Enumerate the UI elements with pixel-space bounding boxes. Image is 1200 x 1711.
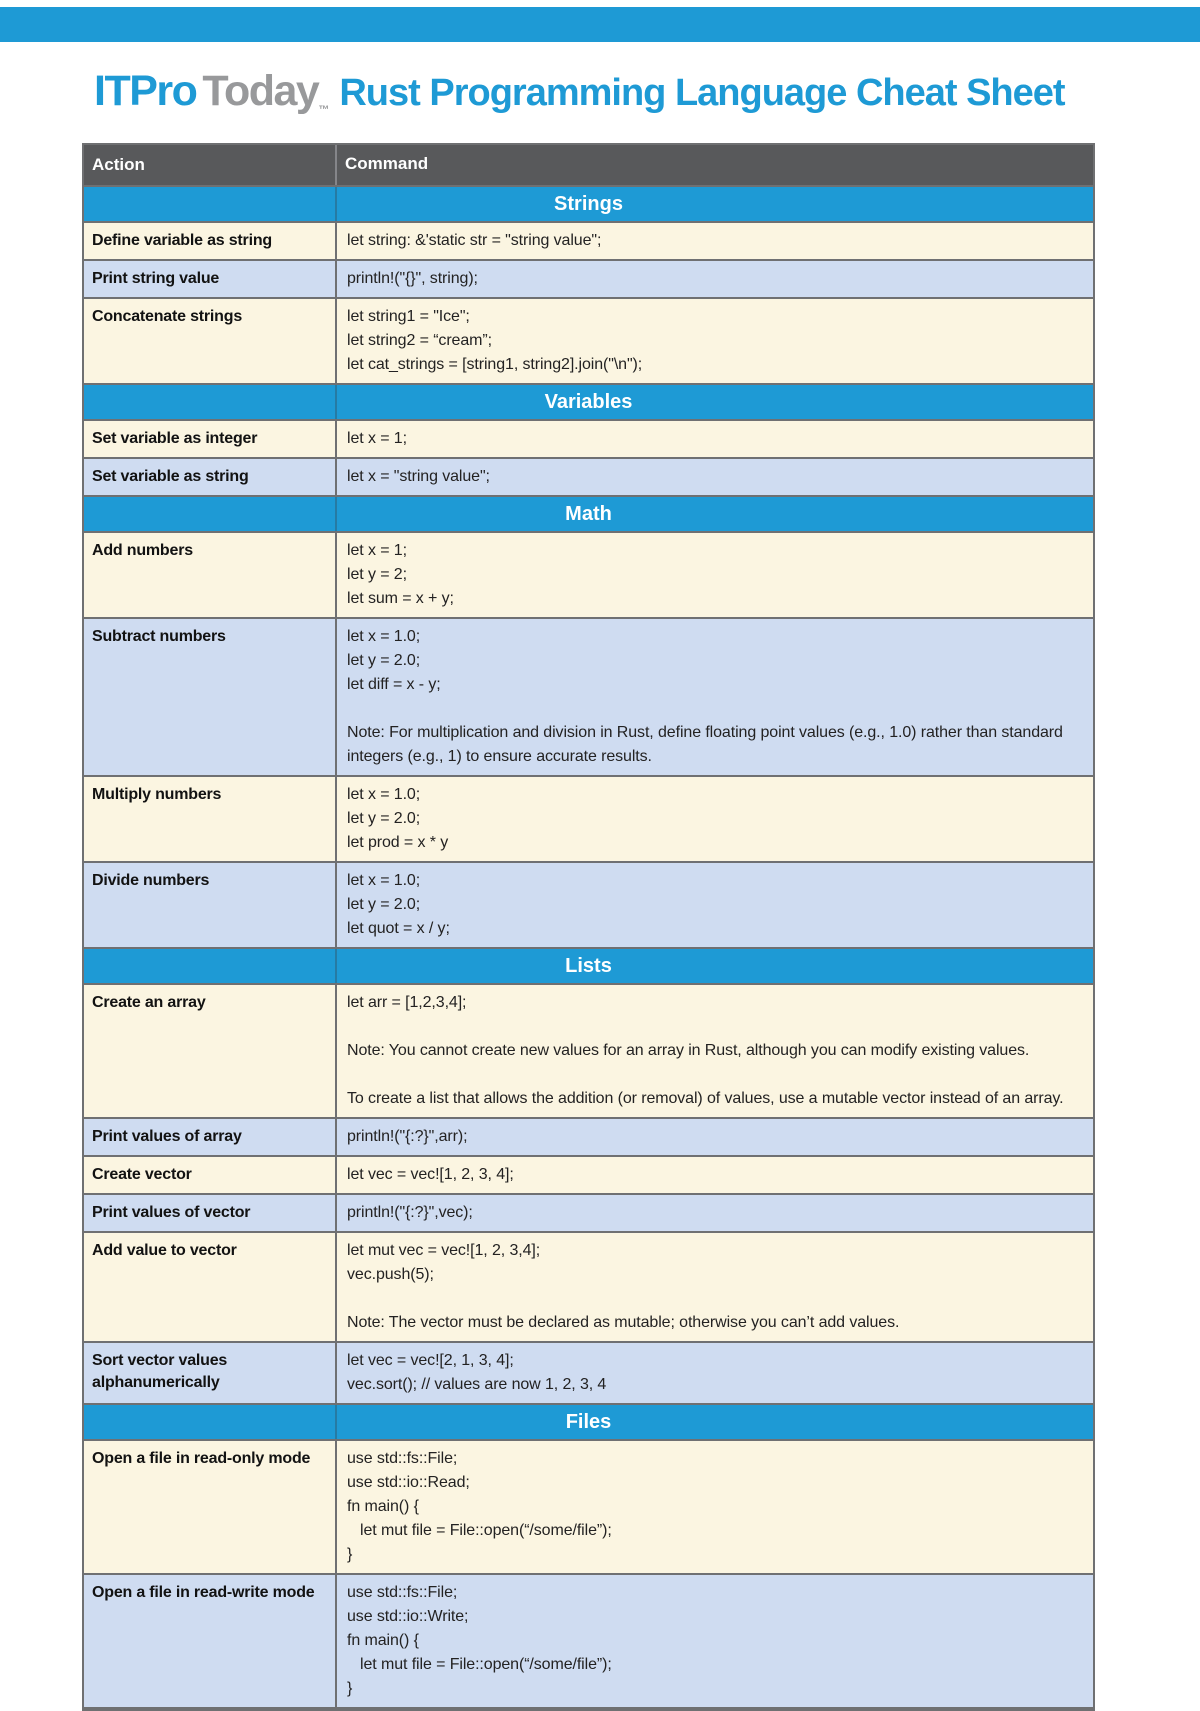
table-row (84, 299, 1093, 385)
table-row (84, 619, 1093, 777)
table-body (84, 187, 1093, 1709)
blank-line (347, 697, 1081, 721)
code-line: println!("{:?}",vec); (347, 1204, 473, 1221)
command-cell (335, 1343, 1093, 1403)
code-line: let y = 2.0; (347, 810, 421, 827)
column-header-action: Action (92, 155, 145, 174)
table-row (84, 223, 1093, 261)
code-line: let y = 2.0; (347, 652, 421, 669)
section-title: Variables (544, 391, 633, 413)
logo-itpro: ITPro (94, 67, 197, 115)
section-title: Strings (554, 193, 623, 215)
code-line: let string2 = “cream”; (347, 332, 492, 349)
table-row (84, 863, 1093, 949)
command-cell (335, 223, 1093, 259)
masthead (94, 67, 1200, 116)
action-cell: Divide numbers (92, 872, 210, 889)
column-header-command: Command (335, 145, 1093, 185)
code-line: use std::fs::File; (347, 1584, 458, 1601)
action-cell: Add value to vector (92, 1242, 237, 1259)
code-line: let prod = x * y (347, 834, 449, 851)
table-row (84, 1119, 1093, 1157)
code-line: let vec = vec![1, 2, 3, 4]; (347, 1166, 514, 1183)
code-line: let x = 1.0; (347, 872, 421, 889)
table-row (84, 1441, 1093, 1575)
table-row (84, 1157, 1093, 1195)
code-line: let x = 1.0; (347, 786, 421, 803)
command-cell (335, 1195, 1093, 1231)
code-line: fn main() { (347, 1498, 419, 1515)
table-row (84, 1575, 1093, 1709)
command-cell (335, 459, 1093, 495)
action-cell: Subtract numbers (92, 628, 226, 645)
command-cell (335, 1441, 1093, 1573)
blank-line (347, 1063, 1081, 1087)
action-cell: Add numbers (92, 542, 193, 559)
code-line: let y = 2.0; (347, 896, 421, 913)
table-row (84, 985, 1093, 1119)
code-line: let vec = vec![2, 1, 3, 4]; (347, 1352, 514, 1369)
code-line: vec.sort(); // values are now 1, 2, 3, 4 (347, 1376, 607, 1393)
code-line: let cat_strings = [string1, string2].join("\n"); (347, 356, 643, 373)
page (0, 7, 1200, 1711)
command-cell (335, 1157, 1093, 1193)
action-cell: Open a file in read-only mode (92, 1450, 311, 1467)
table-row (84, 1195, 1093, 1233)
code-line: println!("{:?}",arr); (347, 1128, 468, 1145)
code-line: let quot = x / y; (347, 920, 450, 937)
table-row (84, 777, 1093, 863)
table-row (84, 1343, 1093, 1405)
action-cell: Define variable as string (92, 232, 272, 249)
section-header-variables (84, 385, 1093, 421)
code-line: let y = 2; (347, 566, 407, 583)
code-line: use std::io::Read; (347, 1474, 470, 1491)
code-line: let string1 = "Ice"; (347, 308, 470, 325)
section-title: Math (565, 503, 612, 525)
code-line: let mut file = File::open(“/some/file”); (347, 1522, 612, 1539)
section-header-strings (84, 187, 1093, 223)
blank-line (347, 1015, 1081, 1039)
code-line: let x = 1; (347, 542, 407, 559)
table-header-row (84, 145, 1093, 187)
code-line: fn main() { (347, 1632, 419, 1649)
code-line: Note: For multiplication and division in Rust, define floating point values (e.g., 1.0) rather than standard integers (e.g., 1) to ensure accurate results. (347, 724, 1068, 765)
code-line: } (347, 1680, 353, 1697)
action-cell: Create vector (92, 1166, 192, 1183)
action-cell: Print values of array (92, 1128, 242, 1145)
command-cell (335, 1119, 1093, 1155)
command-cell (335, 777, 1093, 861)
table-row (84, 421, 1093, 459)
section-header-math (84, 497, 1093, 533)
action-cell: Open a file in read-write mode (92, 1584, 315, 1601)
command-cell (335, 1233, 1093, 1341)
code-line: let string: &'static str = "string value"; (347, 232, 602, 249)
command-cell (335, 533, 1093, 617)
page-title: Rust Programming Language Cheat Sheet (339, 72, 1065, 114)
code-line: let x = 1; (347, 430, 407, 447)
code-line: println!("{}", string); (347, 270, 478, 287)
top-accent-bar (0, 7, 1200, 42)
section-header-lists (84, 949, 1093, 985)
code-line: let x = 1.0; (347, 628, 421, 645)
command-cell (335, 421, 1093, 457)
table-row (84, 533, 1093, 619)
code-line: let x = "string value"; (347, 468, 490, 485)
action-cell: Set variable as integer (92, 430, 258, 447)
code-line: let diff = x - y; (347, 676, 441, 693)
action-cell: Create an array (92, 994, 206, 1011)
code-line: let arr = [1,2,3,4]; (347, 994, 467, 1011)
code-line: } (347, 1546, 353, 1563)
section-title: Files (565, 1411, 612, 1433)
command-cell (335, 863, 1093, 947)
table-row (84, 261, 1093, 299)
code-line: Note: The vector must be declared as mutable; otherwise you can’t add values. (347, 1314, 900, 1331)
table-row (84, 1233, 1093, 1343)
code-line: use std::fs::File; (347, 1450, 458, 1467)
itpro-today-logo (94, 67, 330, 116)
code-line: vec.push(5); (347, 1266, 434, 1283)
command-cell (335, 1575, 1093, 1707)
command-cell (335, 985, 1093, 1117)
action-cell: Set variable as string (92, 468, 249, 485)
code-line: let mut file = File::open(“/some/file”); (347, 1656, 612, 1673)
table-row (84, 459, 1093, 497)
cheatsheet-table (82, 143, 1095, 1711)
trademark-symbol: ™ (318, 104, 330, 116)
command-cell (335, 619, 1093, 775)
code-line: let mut vec = vec![1, 2, 3,4]; (347, 1242, 541, 1259)
command-cell (335, 299, 1093, 383)
code-line: use std::io::Write; (347, 1608, 469, 1625)
action-cell: Concatenate strings (92, 308, 243, 325)
action-cell: Sort vector values alphanumerically (92, 1352, 228, 1391)
section-title: Lists (565, 955, 612, 977)
section-header-files (84, 1405, 1093, 1441)
action-cell: Print string value (92, 270, 220, 287)
command-cell (335, 261, 1093, 297)
action-cell: Print values of vector (92, 1204, 251, 1221)
code-line: let sum = x + y; (347, 590, 454, 607)
code-line: To create a list that allows the addition (or removal) of values, use a mutable vector instead of an array. (347, 1090, 1064, 1107)
blank-line (347, 1287, 1081, 1311)
action-cell: Multiply numbers (92, 786, 222, 803)
code-line: Note: You cannot create new values for an array in Rust, although you can modify existing values. (347, 1042, 1030, 1059)
logo-today: Today (202, 67, 319, 115)
